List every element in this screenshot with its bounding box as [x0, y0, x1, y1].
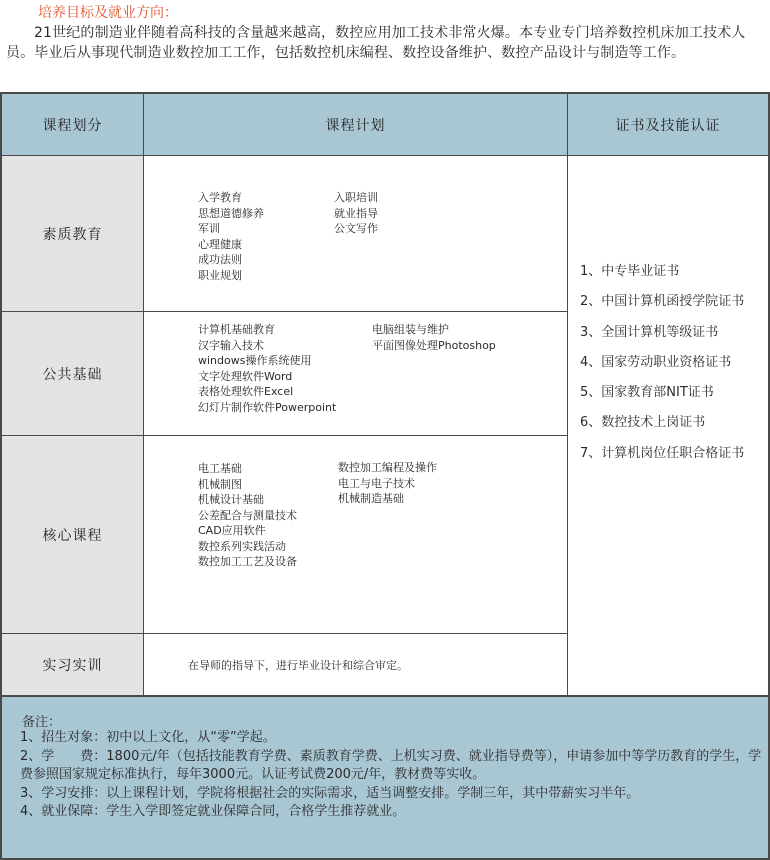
grid-line: [2, 155, 768, 156]
quality-courses-col1: [198, 190, 264, 283]
note-item: 4、就业保障：学生入学即签定就业保障合同，合格学生推荐就业。: [20, 804, 406, 819]
list-item: 机械设计基础: [198, 493, 264, 506]
notes-body: [20, 729, 764, 822]
grid-line: [567, 94, 568, 695]
note-item: 1、招生对象：初中以上文化，从“零”学起。: [20, 730, 276, 745]
list-item: 入学教育: [198, 191, 242, 204]
list-item: 机械制造基础: [338, 492, 404, 505]
list-item: 机械制图: [198, 477, 242, 491]
grid-line: [2, 633, 568, 634]
list-item: windows操作系统使用: [198, 354, 312, 367]
list-item: 幻灯片制作软件Powerpoint: [198, 400, 337, 414]
notes-panel: [0, 697, 770, 860]
intro-text: 21世纪的制造业伴随着高科技的含量越来越高，数控应用加工技术非常火爆。本专业专门培养数控机床加工技术人员。毕业后从事现代制造业数控加工工作，包括数控机床编程、数控设备维护、数控产品设计与制造等工作。: [6, 25, 746, 61]
note-item: 3、学习安排：以上课程计划，学院将根据社会的实际需求，适当调整安排。学制三年，其中带薪实习半年。: [20, 785, 640, 801]
certificate-item: 7、计算机岗位任职合格证书: [580, 445, 745, 461]
header-plan: 课程计划: [144, 94, 567, 155]
grid-line: [2, 435, 568, 436]
category-core-courses: 核心课程: [2, 436, 143, 633]
intro-heading: 培养目标及就业方向：: [38, 5, 178, 21]
certificate-item: 3、全国计算机等级证书: [580, 324, 719, 340]
curriculum-table: [0, 92, 770, 697]
core-courses-col2: [338, 460, 437, 507]
list-item: 思想道德修养: [198, 206, 264, 220]
certificate-item: 1、中专毕业证书: [580, 264, 680, 279]
list-item: 成功法则: [198, 253, 242, 266]
certificate-item: 6、数控技术上岗证书: [580, 415, 706, 431]
category-internship: 实习实训: [2, 634, 143, 695]
core-courses-col1: [198, 461, 297, 570]
list-item: 职业规划: [198, 268, 242, 282]
note-item: 2、学 费：1800元/年（包括技能教育学费、素质教育学费、上机实习费、就业指导费等），申请参加中等学历教育的学生，学费参照国家规定标准执行，每年3000元。认证考试费200元/年，教材费等实收。: [20, 748, 762, 782]
list-item: 文字处理软件Word: [198, 369, 293, 383]
list-item: 汉字输入技术: [198, 338, 264, 352]
public-courses-col1: [198, 322, 336, 415]
header-certs: 证书及技能认证: [568, 94, 768, 155]
list-item: 电工基础: [198, 462, 242, 475]
list-item: 心理健康: [198, 237, 242, 251]
certificate-item: 2、中国计算机函授学院证书: [580, 294, 745, 310]
list-item: 公文写作: [334, 222, 378, 235]
internship-description: 在导师的指导下，进行毕业设计和综合审定。: [188, 659, 408, 672]
list-item: 计算机基础教育: [198, 323, 275, 336]
list-item: 入职培训: [334, 191, 378, 204]
list-item: 军训: [198, 222, 220, 235]
certificate-item: 5、国家教育部NIT证书: [580, 385, 714, 401]
list-item: 就业指导: [334, 206, 378, 220]
list-item: 数控系列实践活动: [198, 539, 286, 553]
public-courses-col2: [372, 322, 496, 353]
list-item: 公差配合与测量技术: [198, 508, 297, 522]
list-item: 电工与电子技术: [338, 476, 415, 490]
list-item: 电脑组装与维护: [372, 323, 449, 336]
grid-line: [2, 311, 568, 312]
certificate-list: [580, 257, 744, 469]
quality-courses-col2: [334, 190, 378, 237]
notes-title: 备注：: [22, 715, 62, 730]
list-item: 数控加工编程及操作: [338, 461, 437, 474]
list-item: 表格处理软件Excel: [198, 385, 294, 398]
certificate-item: 4、国家劳动职业资格证书: [580, 354, 732, 370]
category-public-basics: 公共基础: [2, 312, 143, 435]
grid-line: [143, 94, 144, 695]
header-category: 课程划分: [2, 94, 143, 155]
list-item: 平面图像处理Photoshop: [372, 338, 496, 352]
list-item: CAD应用软件: [198, 524, 266, 537]
list-item: 数控加工工艺及设备: [198, 555, 297, 568]
category-quality-education: 素质教育: [2, 156, 143, 311]
